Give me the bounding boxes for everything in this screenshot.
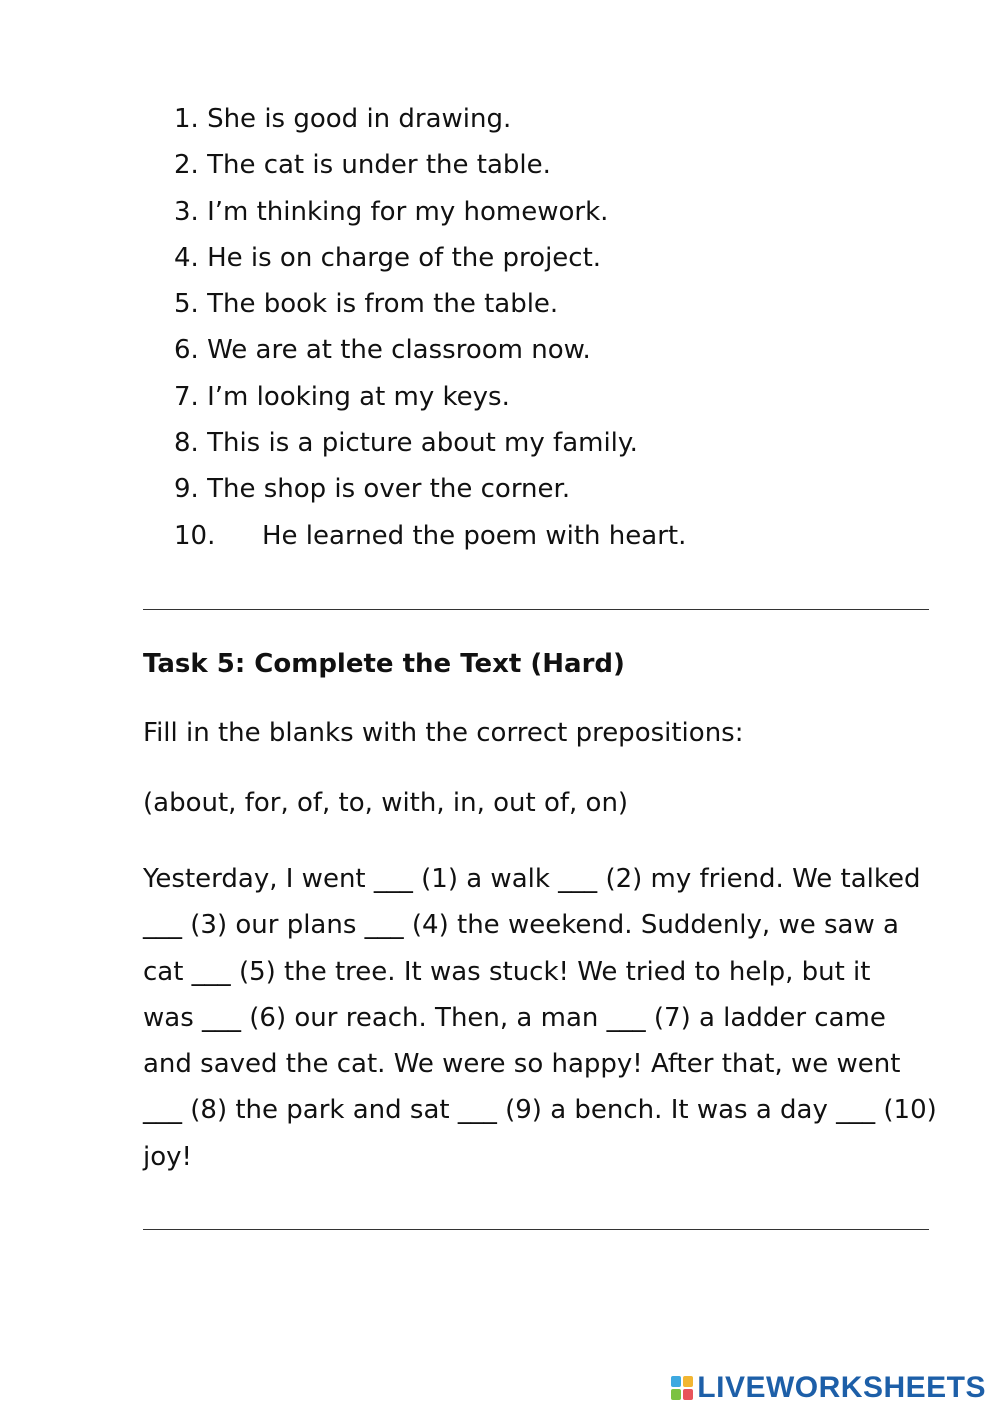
list-item — [174, 281, 686, 327]
task-title: Task 5: Complete the Text (Hard) — [143, 649, 625, 679]
section-divider — [143, 609, 929, 610]
item-text: He is on charge of the project. — [207, 242, 602, 273]
passage-line: was ___ (6) our reach. Then, a man ___ (7) a ladder came — [143, 1002, 886, 1033]
item-number: 3. — [174, 196, 199, 227]
item-number: 6. — [174, 335, 199, 366]
passage-line: ___ (8) the park and sat ___ (9) a bench. It was a day ___ (10) — [143, 1095, 937, 1126]
item-number: 1. — [174, 104, 199, 134]
item-text: She is good in drawing. — [207, 104, 512, 134]
item-number: 8. — [174, 428, 199, 459]
list-item — [174, 142, 686, 188]
task-instruction: Fill in the blanks with the correct prepositions: — [143, 718, 744, 748]
item-text: I’m thinking for my homework. — [207, 196, 609, 227]
item-number: 4. — [174, 242, 199, 273]
item-number: 7. — [174, 381, 199, 412]
item-text: I’m looking at my keys. — [207, 381, 510, 412]
section-divider — [143, 1229, 929, 1230]
list-item — [174, 466, 686, 512]
item-text: He learned the poem with heart. — [262, 520, 687, 551]
list-item — [174, 513, 686, 559]
item-text: The book is from the table. — [207, 289, 559, 320]
passage-line: cat ___ (5) the tree. It was stuck! We tried to help, but it — [143, 956, 871, 987]
item-text: The shop is over the corner. — [207, 474, 571, 505]
list-item — [174, 189, 686, 235]
item-number: 5. — [174, 289, 199, 320]
passage-line: joy! — [143, 1141, 192, 1172]
passage-line: and saved the cat. We were so happy! After that, we went — [143, 1049, 901, 1080]
preposition-options: (about, for, of, to, with, in, out of, on) — [143, 788, 629, 818]
list-item — [174, 235, 686, 281]
passage-line: ___ (3) our plans ___ (4) the weekend. Suddenly, we saw a — [143, 910, 899, 941]
list-item — [174, 96, 686, 142]
list-item — [174, 420, 686, 466]
item-text: This is a picture about my family. — [207, 428, 638, 459]
item-number: 2. — [174, 150, 199, 181]
list-item — [174, 374, 686, 420]
item-text: The cat is under the table. — [207, 150, 551, 181]
cloze-passage — [143, 856, 937, 1180]
passage-line: Yesterday, I went ___ (1) a walk ___ (2) my friend. We talked — [143, 864, 921, 894]
item-text: We are at the classroom now. — [207, 335, 591, 366]
brand-name: LIVEWORKSHEETS — [697, 1371, 986, 1404]
item-number: 9. — [174, 474, 199, 505]
liveworksheets-logo-icon — [671, 1376, 693, 1400]
liveworksheets-logo[interactable] — [671, 1371, 986, 1405]
item-number: 10. — [174, 520, 216, 551]
sentence-list — [174, 96, 686, 559]
list-item — [174, 327, 686, 373]
